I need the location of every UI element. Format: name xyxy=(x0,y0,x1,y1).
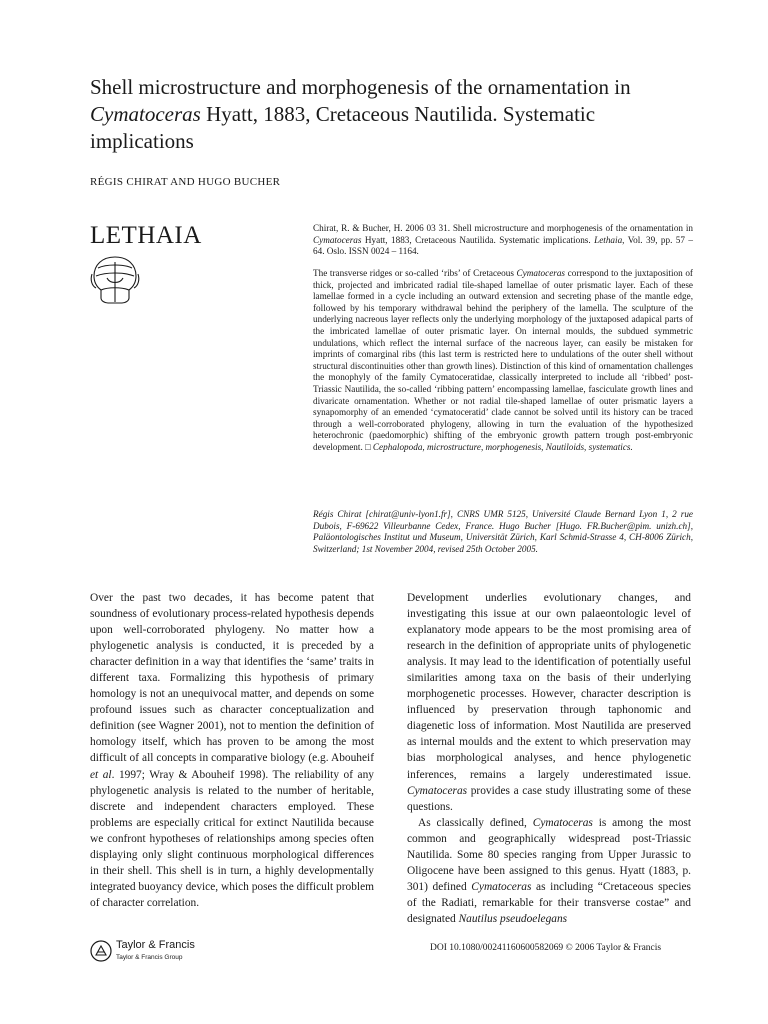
doi: DOI 10.1080/00241160600582069 xyxy=(430,943,564,953)
body-right-genus-2: Cymatoceras xyxy=(532,816,593,829)
publisher-logo xyxy=(90,938,195,968)
citation-journal: Lethaia xyxy=(594,234,623,245)
copyright-icon: © xyxy=(565,943,573,953)
abstract-text-2: correspond to the juxtaposition of thick, projected and imbricated radial tile-shaped lamellae of outer prismatic layer. Each of these lamellae formed in a cycle including an outward extension and secreting phase of the mantle edge, followed by his temporary withdrawal behind the periphery of the lamella. The sculpture of the underlying nacreous layer reflects only the underlying morphology of the juxtaposed adapical parts of the imbricated lamellae of outer prismatic layer. On internal moulds, the subdued symmetric undulations, which reflect the internal surface of the nacreous layer, can easily be mistaken for imprints of comarginal ribs (this last term is restricted here to undulations of the outer shell without structural discontinuities other than growth lines). Distinction of this kind of ornamentation challenges the monophyly of the family Cymatoceratidae, classically interpreted to include all ‘ribbed’ post-Triassic Nautilida, the so-called ‘ribbing pattern’ encompassing lamellae, fasciculate growth lines and divaricate ornamentation. Whether or not radial tile-shaped lamellae of outer prismatic layers a synapomorphy of an emended ‘cymatoceratid’ clade cannot be solved until its history can be traced through a well-corroborated phylogeny, allowing in turn the evaluation of the hypothesized heterochronic (paedomorphic) shifting of the embryonic growth pattern trough post-embryonic development. xyxy=(313,268,693,452)
citation-block xyxy=(313,223,693,258)
body-right-genus-1: Cymatoceras xyxy=(407,784,468,797)
publisher-emblem-icon xyxy=(90,940,112,962)
body-right-text-4: is among the most common and geographically widespread post-Triassic Nautilida. Some 80 species ranging from Upper Jurassic to Oligocene have been assigned to this genus. Hyatt (1883, p. 301) defined xyxy=(407,816,692,893)
paper-title xyxy=(90,74,690,155)
body-column-left xyxy=(90,590,374,911)
body-left-text-1: Over the past two decades, it has become patent that soundness of evolutionary process-related hypothesis depends upon well-corroborated phylogeny. No matter how a phylogenetic analysis is conducted, it is preceded by a character definition in a way that identifies the ‘same’ traits in different taxa. Formalizing this hypothesis of primary homology is not an unequivocal matter, and depends on some profound issues such as character conceptualization and definition (see Wagner 2001), not to mention the definition of homology itself, which has proven to be among the most difficult of all concepts in comparative biology (e.g. Abouheif xyxy=(90,592,374,765)
doi-copyright-line xyxy=(430,943,661,953)
copyright-text: 2006 Taylor & Francis xyxy=(575,943,662,953)
affiliation-block: Régis Chirat [chirat@univ-lyon1.fr], CNRS UMR 5125, Université Claude Bernard Lyon 1, 2 rue Dubois, F-69622 Villeurbanne Cedex, France. Hugo Bucher [Hugo. FR.Bucher@pim. unizh.ch], Paläontologisches Institut und Museum, Universität Zürich, Karl Schmid-Strasse 4, CH-8006 Zürich, Switzerland; 1st November 2004, revised 25th October 2005. xyxy=(313,509,693,554)
citation-genus: Cymatoceras xyxy=(313,234,362,245)
body-right-text-5: as including “Cretaceous species of the Radiati, remarkable for their transverse costae” and designated xyxy=(407,880,691,925)
body-right-genus-3: Cymatoceras xyxy=(471,880,532,893)
citation-text-3: , Vol. 39, pp. 57 – 64. Oslo. ISSN 0024 – 1164. xyxy=(313,234,694,257)
keyword-box-icon: □ xyxy=(365,441,371,452)
body-right-paragraph-1 xyxy=(407,590,691,815)
title-text-1: Shell microstructure and morphogenesis of the ornamentation in xyxy=(90,75,631,99)
body-right-text-2: provides a case study illustrating some of these questions. xyxy=(407,784,691,813)
body-right-text-3: As classically defined, xyxy=(418,816,533,829)
author-line: RÉGIS CHIRAT AND HUGO BUCHER xyxy=(90,176,281,188)
body-right-paragraph-2 xyxy=(407,815,691,927)
body-right-text-1: Development underlies evolutionary changes, and investigating this issue at our own palaeontologic level of explanatory mode appears to be the most promising area of research in the definition of appropriate units of phylogenetic analysis. It may lead to the identification of potentially useful similarities among taxa on the basis of their underlying morphogenetic processes. However, character description is influenced by preservation through taphonomic and diagenetic loss of information. Most Nautilida are preserved as internal moulds and the extent to which preservation may bias morphological analyses, and hence phylogenetic inferences, remains a largely underestimated issue. xyxy=(407,592,691,781)
body-column-right xyxy=(407,590,691,927)
journal-logo-icon xyxy=(88,254,142,310)
body-left-text-2: . 1997; Wray & Abouheif 1998). The reliability of any phylogenetic analysis is related to the number of heritable, discrete and independent characters employed. These problems are especially critical for extinct Nautilida because we confront hypotheses of relationships among species often displaying only slight continuous morphological differences in their shell. This shell is in turn, a highly developmentally integrated buoyancy device, which poses the difficult problem of character correlation. xyxy=(90,768,374,909)
journal-name: LETHAIA xyxy=(90,222,202,249)
body-right-species: Nautilus pseudoelegans xyxy=(458,912,568,925)
publisher-name: Taylor & Francis xyxy=(116,939,195,951)
title-text-2: Hyatt, 1883, Cretaceous Nautilida. Systematic implications xyxy=(90,102,596,153)
citation-text-1: Chirat, R. & Bucher, H. 2006 03 31. Shell microstructure and morphogenesis of the ornamentation in xyxy=(313,223,693,233)
citation-text-2: Hyatt, 1883, Cretaceous Nautilida. Systematic implications. xyxy=(361,234,595,245)
title-genus: Cymatoceras xyxy=(90,102,201,126)
body-left-etal: et al xyxy=(90,768,112,781)
publisher-group: Taylor & Francis Group xyxy=(116,954,183,961)
abstract-genus: Cymatoceras xyxy=(516,268,566,278)
abstract-text-1: The transverse ridges or so-called ‘ribs’ of Cretaceous xyxy=(313,268,517,278)
keywords: Cephalopoda, microstructure, morphogenesis, Nautiloids, systematics. xyxy=(370,441,633,452)
abstract-block xyxy=(313,268,693,454)
